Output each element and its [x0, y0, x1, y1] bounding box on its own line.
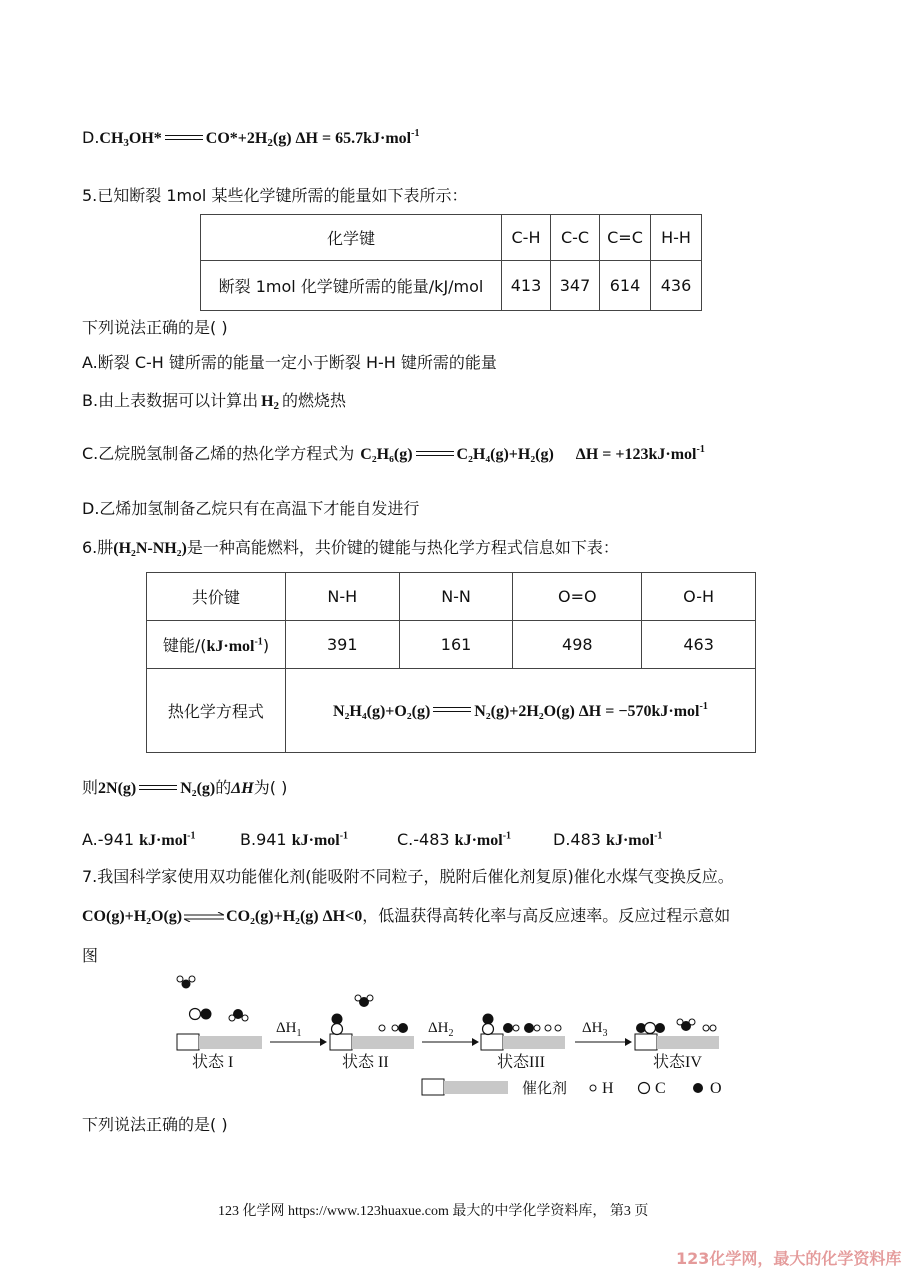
table-cell: 413 [502, 261, 551, 311]
state-3-molecules [483, 1014, 562, 1035]
table-header-cell: N-N [399, 573, 513, 621]
formula: $CH_3OH*$ $CO*+2H_2(g) \Delta H = 65.7kJ\cdot mol^{-1}$ [99, 128, 420, 149]
table-header-cell: H-H [651, 215, 702, 261]
legend-c-label: C [655, 1080, 666, 1097]
state-label: 状态 I [192, 1054, 234, 1071]
q6-option-a: A.-941 kJ·mol$^{-1}$ [82, 830, 196, 849]
table-header-cell: N-H [285, 573, 399, 621]
equation-cell: N₂H₄(g)+O₂(g) N₂(g)+2H₂O(g) ΔH = −570kJ·mol$^{-1}$ [285, 669, 755, 753]
q5-option-c: C.乙烷脱氢制备乙烯的热化学方程式为 C₂H₆(g) C₂H₄(g)+H₂(g) ΔH = +123kJ·mol$^{-1}$ [82, 444, 705, 463]
table-cell: 391 [285, 621, 399, 669]
table-header-cell: C-H [502, 215, 551, 261]
q6-option-b: B.941 kJ·mol$^{-1}$ [240, 830, 349, 849]
table-header-cell: 化学键 [201, 215, 502, 261]
q5-option-b: B.由上表数据可以计算出 $H_2$ 的燃烧热 [82, 391, 347, 412]
q4-option-d [82, 128, 419, 149]
option-label: D. [82, 128, 100, 147]
watermark: 123化学网，最大的化学资料库 [676, 1249, 902, 1268]
equal-arrow-icon [165, 135, 203, 140]
legend-catalyst-label: 催化剂 [522, 1079, 568, 1097]
reaction-process-diagram [170, 972, 730, 1102]
state-label: 状态 II [342, 1054, 389, 1071]
state-2-catalyst [330, 1034, 414, 1050]
step-arrow-2-icon [422, 1038, 479, 1046]
table-cell: 347 [551, 261, 600, 311]
step-arrow-1-icon [270, 1038, 327, 1046]
table-header-cell: 共价键 [147, 573, 286, 621]
page-footer: 123 化学网 https://www.123huaxue.com 最大的中学化学资料库， 第3 页 [218, 1204, 649, 1219]
q6-bond-table [146, 572, 756, 753]
state-2-molecules [332, 995, 409, 1035]
q6-option-d: D.483 kJ·mol$^{-1}$ [553, 830, 663, 849]
step-arrow-3-icon [575, 1038, 632, 1046]
q6-question: 则2N(g) N₂(g)的ΔH为( ) [82, 778, 288, 797]
state-4-catalyst [635, 1034, 719, 1050]
state-1-catalyst [177, 1034, 262, 1050]
table-cell: 463 [642, 621, 756, 669]
table-header-cell: O=O [513, 573, 642, 621]
table-cell: 614 [600, 261, 651, 311]
q7-question: 下列说法正确的是( ) [82, 1115, 228, 1134]
energy-label-cell: 键能/(kJ·mol$^{-1}$) [147, 621, 286, 669]
state-4-molecules [636, 1019, 716, 1034]
table-header-cell: C-C [551, 215, 600, 261]
q6-stem: 6.肼(H₂N-NH₂)是一种高能燃料，共价键的键能与热化学方程式信息如下表： [82, 538, 619, 557]
step-label: $\Delta H_1$ [276, 1020, 302, 1039]
table-header-cell: C=C [600, 215, 651, 261]
q7-stem: 7.我国科学家使用双功能催化剂(能吸附不同粒子，脱附后催化剂复原)催化水煤气变换反应。 [82, 867, 734, 886]
table-cell: 161 [399, 621, 513, 669]
equal-arrow-icon [139, 785, 177, 790]
state-1-molecules [177, 976, 248, 1021]
table-header-cell: O-H [642, 573, 756, 621]
q5-option-a: A.断裂 C-H 键所需的能量一定小于断裂 H-H 键所需的能量 [82, 353, 497, 372]
table-cell: 断裂 1mol 化学键所需的能量/kJ/mol [201, 261, 502, 311]
q5-stem: 5.已知断裂 1mol 某些化学键所需的能量如下表所示： [82, 186, 468, 205]
equal-arrow-icon [416, 451, 454, 456]
state-label: 状态IV [653, 1054, 702, 1071]
state-label: 状态III [497, 1054, 545, 1071]
table-cell: 498 [513, 621, 642, 669]
step-label: $\Delta H_3$ [582, 1020, 608, 1039]
state-3-catalyst [481, 1034, 565, 1050]
equal-arrow-icon [433, 707, 471, 712]
table-cell: 436 [651, 261, 702, 311]
reversible-arrow-icon [184, 912, 224, 922]
q5-option-d: D.乙烯加氢制备乙烷只有在高温下才能自发进行 [82, 499, 420, 518]
q5-question: 下列说法正确的是( ) [82, 318, 228, 337]
equation-label-cell: 热化学方程式 [147, 669, 286, 753]
q7-stem-tail: 图 [82, 946, 99, 965]
legend [422, 1079, 722, 1097]
q5-bond-table [200, 214, 702, 311]
step-label: $\Delta H_2$ [428, 1020, 454, 1039]
legend-h-label: H [602, 1080, 614, 1097]
q6-option-c: C.-483 kJ·mol$^{-1}$ [397, 830, 512, 849]
q7-equation: CO(g)+H₂O(g) CO₂(g)+H₂(g) ΔH<0，低温获得高转化率与高反应速率。反应过程示意如 [82, 906, 731, 925]
legend-o-label: O [710, 1080, 722, 1097]
